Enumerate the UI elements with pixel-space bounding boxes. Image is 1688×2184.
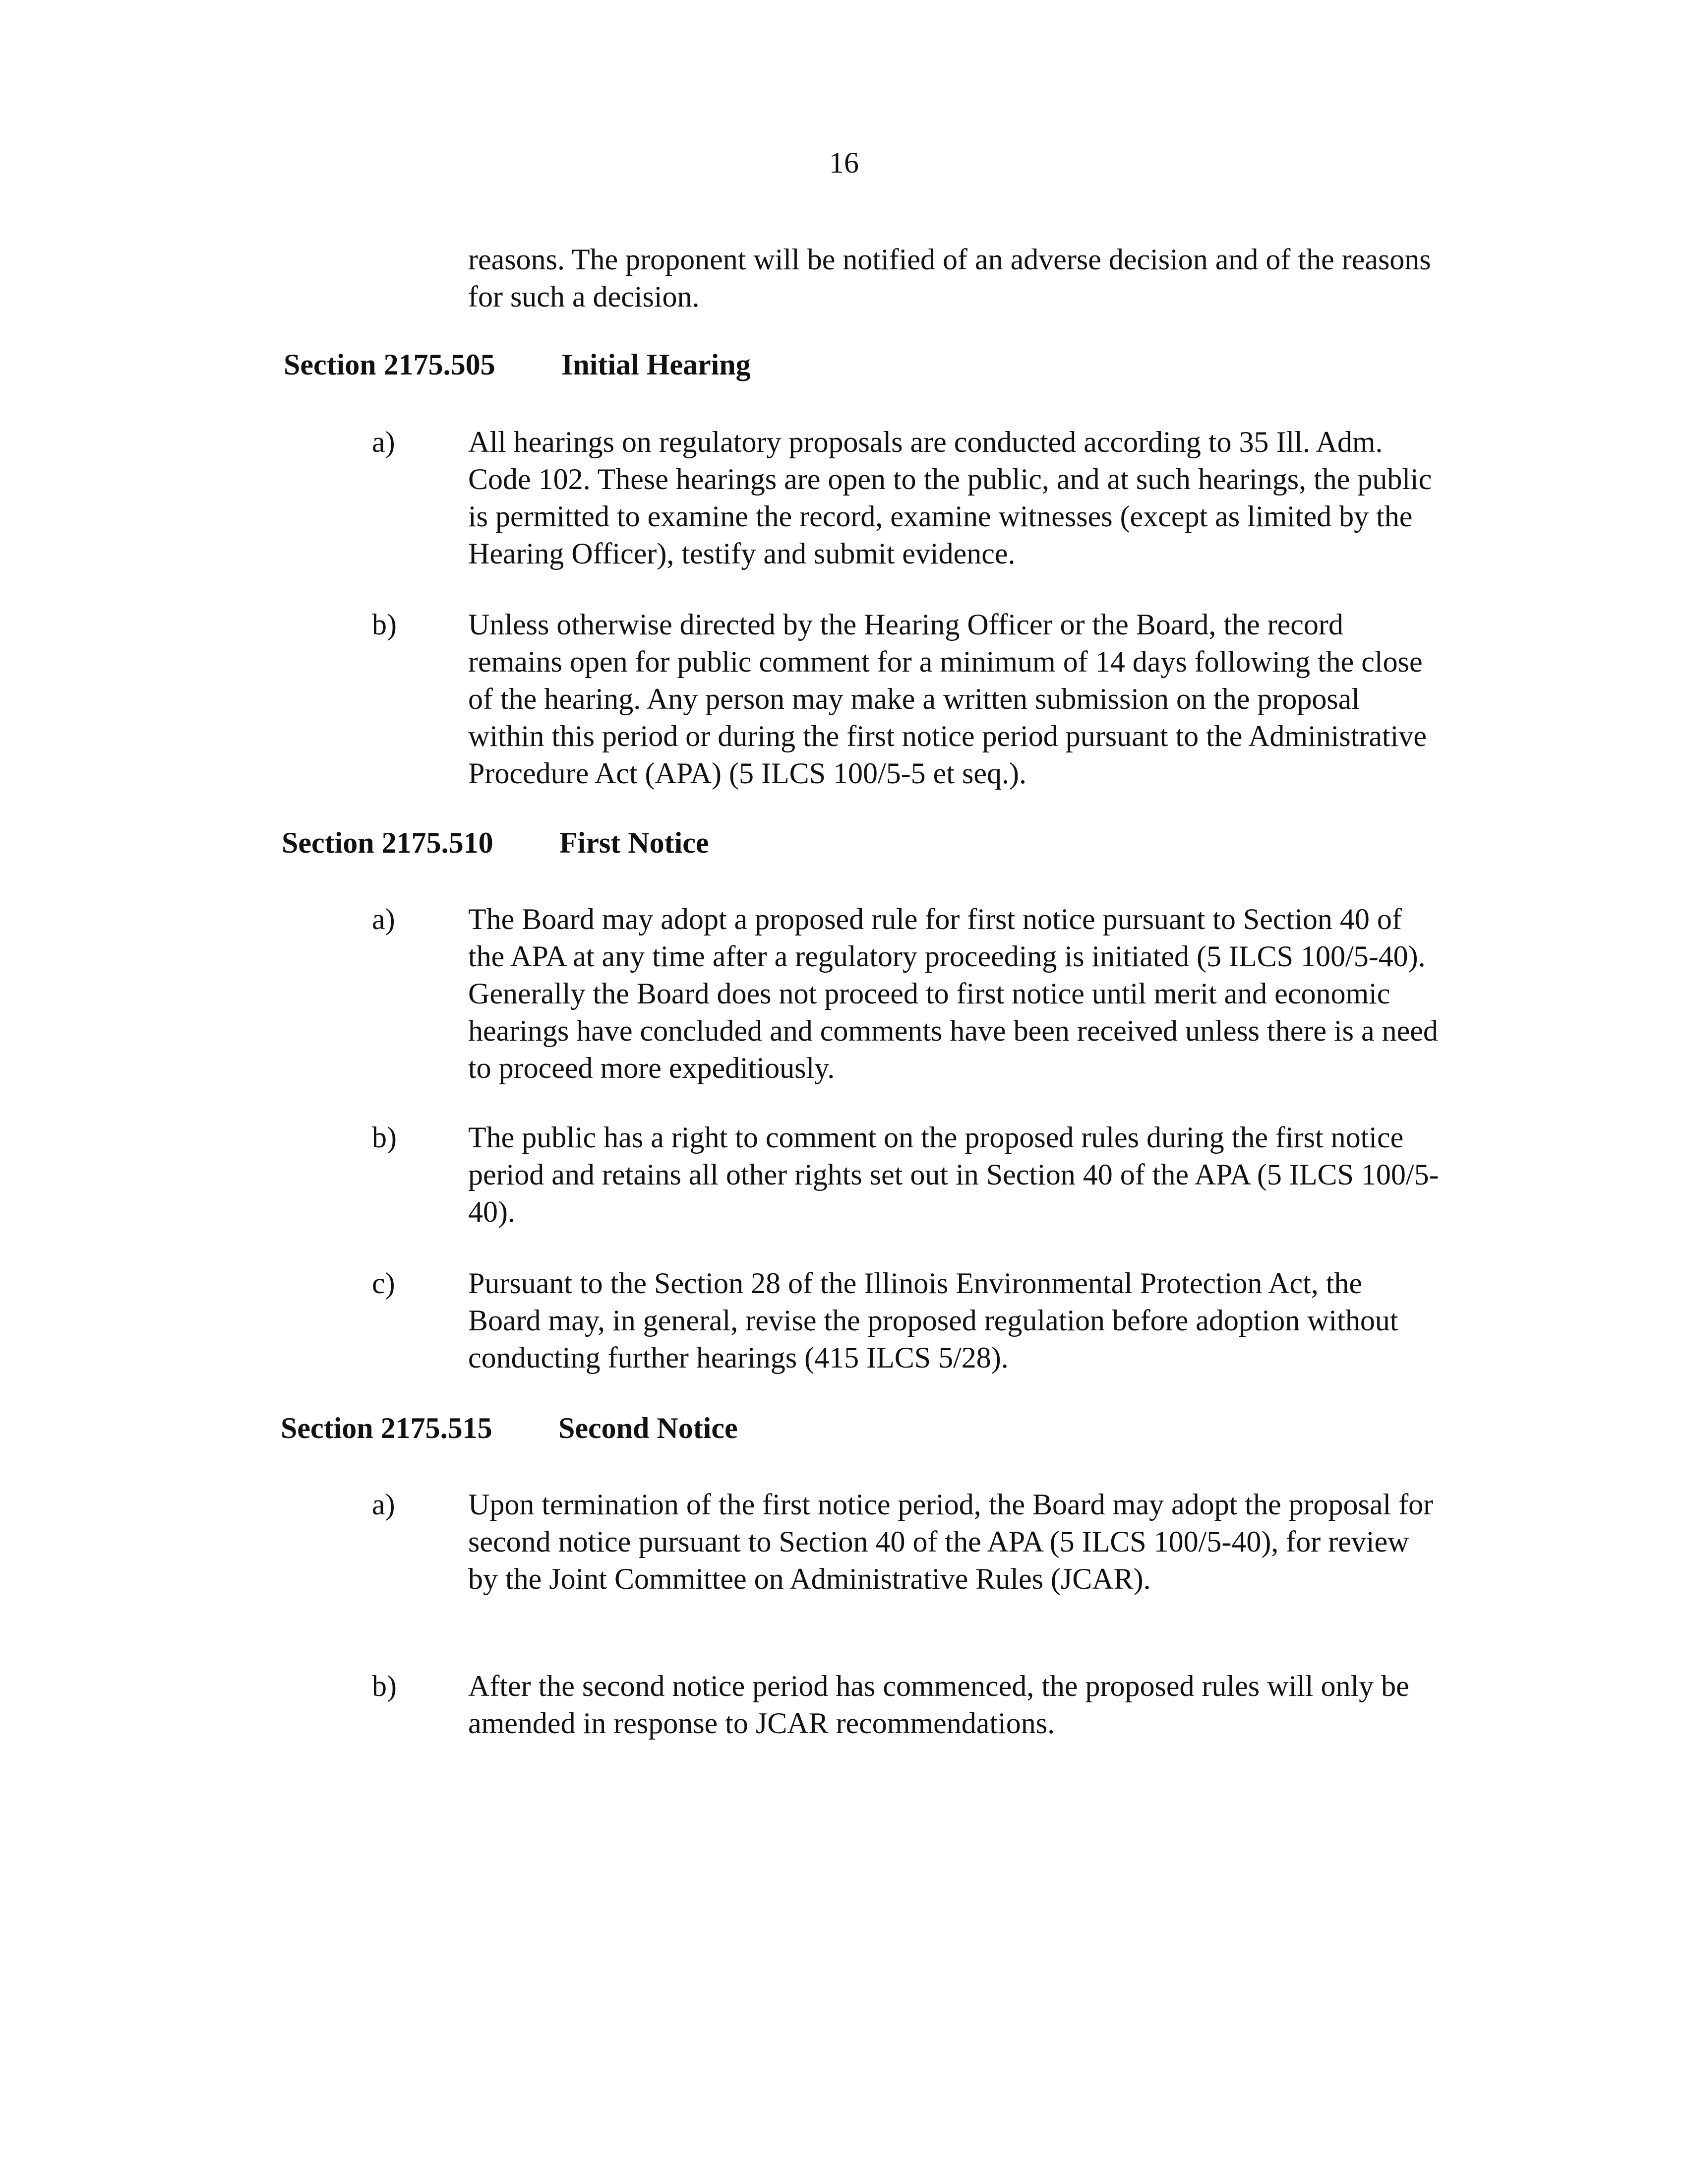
section-number: Section 2175.505 [284,348,495,381]
item-label: b) [372,1670,397,1702]
item-text: All hearings on regulatory proposals are conducted according to 35 Ill. Adm. Code 102. These hearings are open to the public, and at such hearings, the public is permitted to examine the record, examine witnesses (except as limited by the Hearing Officer), testify and submit evidence. [468,426,1432,570]
section-number: Section 2175.515 [281,1412,492,1444]
item-text: The public has a right to comment on the proposed rules during the first notice period and retains all other rights set out in Section 40 of the APA (5 ILCS 100/5-40). [468,1121,1439,1228]
continued-paragraph: reasons. The proponent will be notified of an adverse decision and of the reasons for such a decision. [468,243,1431,313]
item-label: a) [372,903,395,936]
section-number: Section 2175.510 [282,826,493,859]
item-text: Pursuant to the Section 28 of the Illinois Environmental Protection Act, the Board may, in general, revise the proposed regulation before adoption without conducting further hearings (415 ILCS 5/28). [468,1267,1398,1374]
section-title: Second Notice [558,1412,738,1444]
item-label: a) [372,1488,395,1521]
item-text: The Board may adopt a proposed rule for first notice pursuant to Section 40 of the APA at any time after a regulatory proceeding is initiated (5 ILCS 100/5-40). Generally the Board does not proceed to first notice until merit and economic hearings have concluded and comments have been received unless there is a need to proceed more expeditiously. [468,903,1438,1084]
item-label: c) [372,1267,395,1300]
item-label: b) [372,608,397,641]
item-text: After the second notice period has commenced, the proposed rules will only be amended in response to JCAR recommendations. [468,1670,1409,1740]
page-number: 16 [829,146,859,179]
item-label: b) [372,1121,397,1154]
section-title: First Notice [559,826,709,859]
item-text: Unless otherwise directed by the Hearing Officer or the Board, the record remains open for public comment for a minimum of 14 days following the close of the hearing. Any person may make a written submission on the proposal within this period or during the first notice period pursuant to the Administrative Procedure Act (APA) (5 ILCS 100/5-5 et seq.). [468,608,1427,790]
section-title: Initial Hearing [561,348,751,381]
item-text: Upon termination of the first notice period, the Board may adopt the proposal for second notice pursuant to Section 40 of the APA (5 ILCS 100/5-40), for review by the Joint Committee on Administrative Rules (JCAR). [468,1488,1434,1595]
item-label: a) [372,426,395,458]
